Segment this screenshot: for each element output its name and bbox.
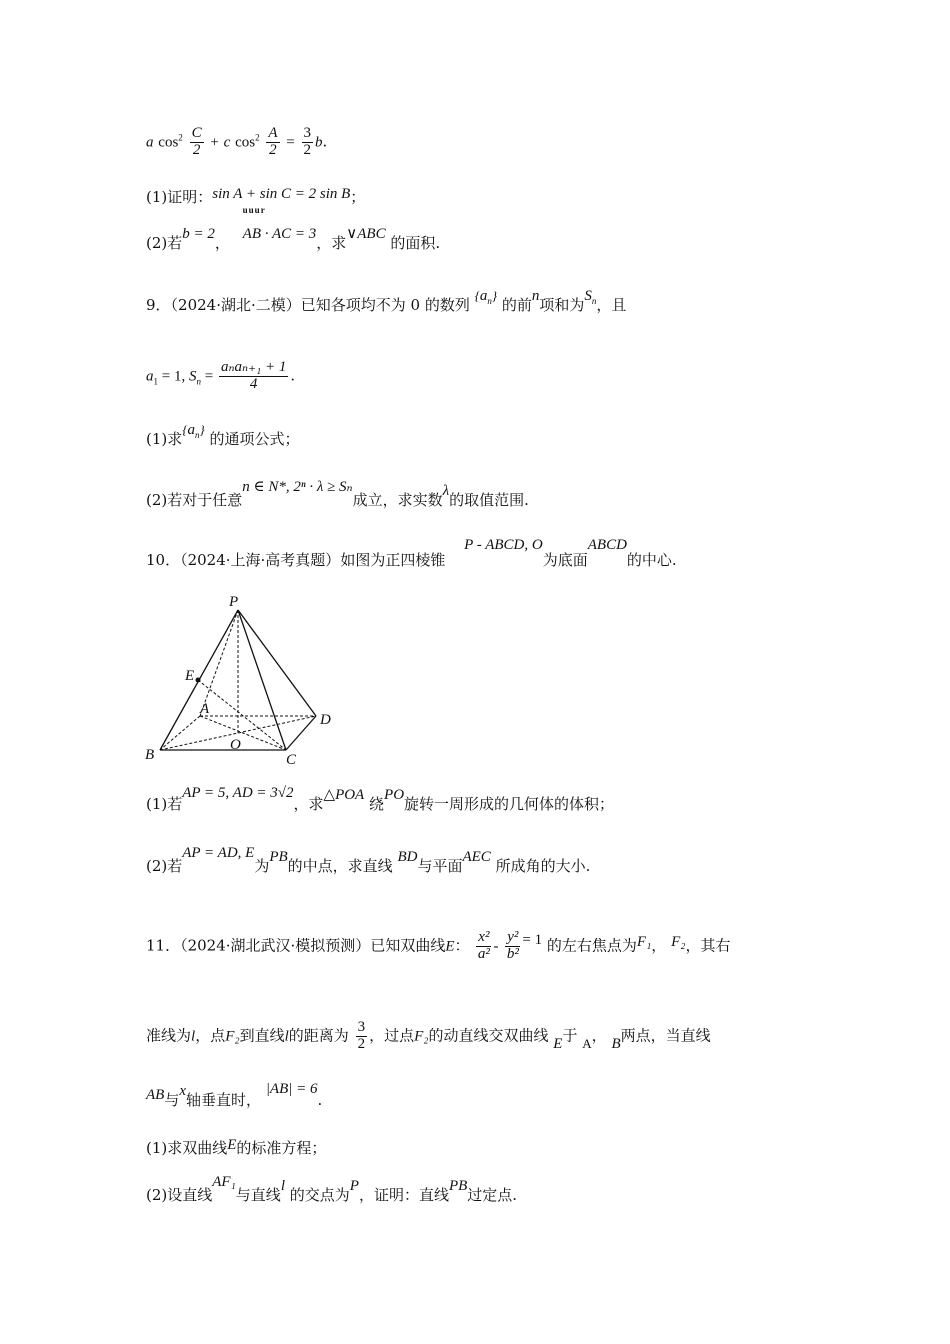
p8-equation: a $\cos^2$ $\frac{C}{2}$ + c $\cos^2$ $\frac{A}{2}$ = $\frac{3}{2}$ b. bbox=[146, 125, 328, 158]
edge-PC bbox=[238, 610, 286, 750]
p8-question-1: (1)证明：sin A + sin C = 2 sin B； bbox=[146, 186, 366, 206]
label-E: E bbox=[185, 668, 195, 684]
p11-question-1: (1)求双曲线E的标准方程； bbox=[146, 1137, 327, 1157]
p11-line-2: 准线为l，点F₂到直线l的距离为 $\frac{3}{2}$ ，过点F₂的动直线交双曲线 E于 A， B两点，当直线 bbox=[146, 1019, 711, 1053]
label-D: D bbox=[320, 712, 331, 728]
point-E bbox=[196, 678, 201, 683]
p10-question-2: (2)若AP = AD, E为PB的中点，求直线 BD与平面AEC 所成角的大小. bbox=[146, 845, 591, 875]
p11-statement: 11．（2024·湖北武汉·模拟预测）已知双曲线E： $\frac{\text{x²}}{\text{a²}}$ - $\frac{\text{y²}}{\text{b²}}$ = 1 的左右焦点为F₁， F₂，其右 bbox=[146, 929, 731, 962]
edge-PD bbox=[238, 610, 316, 716]
label-A: A bbox=[200, 701, 210, 717]
pyramid-figure bbox=[140, 588, 350, 768]
edge-AB bbox=[160, 716, 200, 750]
edge-CD bbox=[286, 716, 316, 750]
p9-condition: $a_1 = 1$, $S_n$ = $\frac{\text{aₙaₙ₊₁ + 1}}{4}$ . bbox=[146, 359, 296, 392]
seg-EC bbox=[198, 680, 286, 750]
p8-question-2: (2)若b = 2， uuur AB · AC = 3，求∨ABC 的面积. bbox=[146, 205, 441, 252]
p11-question-2: (2)设直线AF₁与直线l 的交点为P，证明：直线PB过定点. bbox=[146, 1174, 518, 1204]
label-B: B bbox=[145, 747, 155, 763]
p11-line-3: AB与x轴垂直时， |AB| = 6. bbox=[146, 1081, 323, 1109]
p9-question-2: (2)若对于任意n ∈ N*, 2ⁿ · λ ≥ Sₙ成立，求实数λ的取值范围. bbox=[146, 479, 529, 509]
p10-question-1: (1)若AP = 5, AD = 3√2，求△POA 绕PO旋转一周形成的几何体的体积； bbox=[146, 785, 615, 813]
label-C: C bbox=[286, 752, 297, 768]
label-O: O bbox=[230, 737, 241, 753]
p9-question-1: (1)求$\{a_n\}$ 的通项公式； bbox=[146, 422, 300, 448]
label-P: P bbox=[229, 594, 239, 610]
p9-statement: 9．（2024·湖北·二模）已知各项均不为 0 的数列 $\{a_n\}$ 的前n项和为$S_n$，且 bbox=[146, 288, 627, 314]
diag-AC bbox=[200, 716, 286, 750]
p10-statement: 10．（2024·上海·高考真题）如图为正四棱锥 P - ABCD, O为底面ABCD的中心. bbox=[146, 537, 677, 569]
